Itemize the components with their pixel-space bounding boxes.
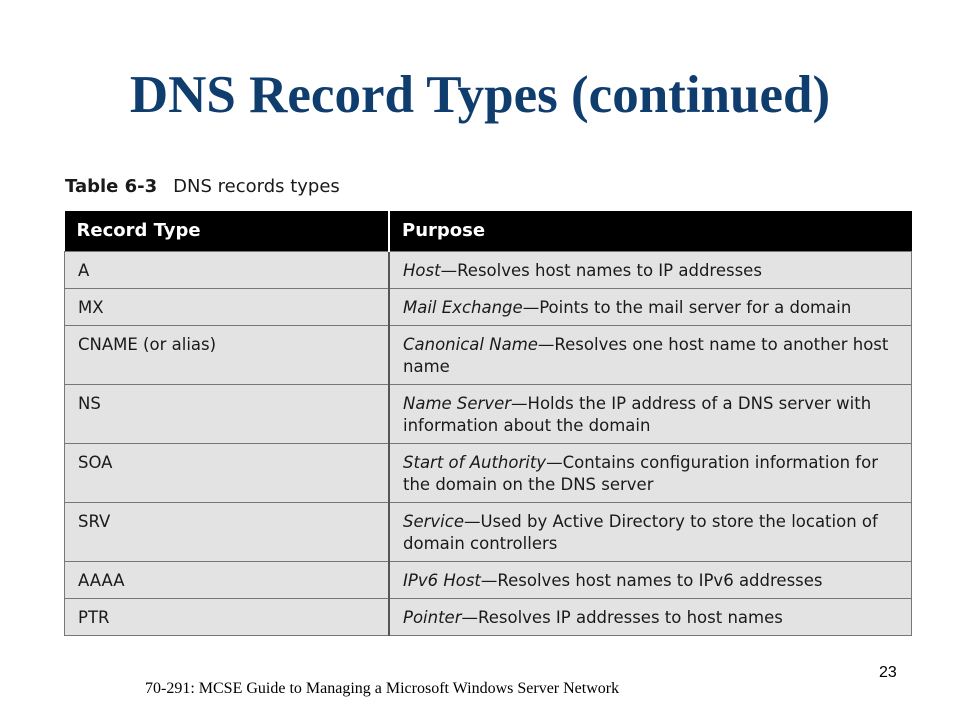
purpose-description: Used by Active Directory to store the location of domain controllers xyxy=(403,511,878,553)
purpose-cell xyxy=(389,598,912,635)
record-type-cell: NS xyxy=(65,384,390,443)
purpose-cell xyxy=(389,561,912,598)
record-type-cell: SOA xyxy=(65,443,390,502)
record-type-cell: CNAME (or alias) xyxy=(65,325,390,384)
purpose-cell xyxy=(389,288,912,325)
purpose-term: Name Server xyxy=(403,393,512,413)
record-type-cell: SRV xyxy=(65,502,390,561)
purpose-term: Mail Exchange xyxy=(403,297,523,317)
header-purpose: Purpose xyxy=(389,211,912,251)
purpose-cell xyxy=(389,443,912,502)
table-row xyxy=(65,443,912,502)
table-caption-number: Table 6-3 xyxy=(65,176,158,197)
purpose-description: Points to the mail server for a domain xyxy=(539,297,852,317)
table-row xyxy=(65,502,912,561)
purpose-description: Resolves host names to IPv6 addresses xyxy=(497,570,823,590)
purpose-term: Canonical Name xyxy=(403,334,538,354)
purpose-description: Resolves one host name to another host name xyxy=(403,334,889,376)
table-row xyxy=(65,251,912,288)
purpose-description: Resolves IP addresses to host names xyxy=(478,607,783,627)
record-type-cell: A xyxy=(65,251,390,288)
slide-title: DNS Record Types (continued) xyxy=(129,66,831,124)
record-type-cell: AAAA xyxy=(65,561,390,598)
purpose-separator: — xyxy=(463,511,481,531)
table-row xyxy=(65,561,912,598)
purpose-term: IPv6 Host xyxy=(403,570,481,590)
purpose-separator: — xyxy=(537,334,555,354)
record-type-cell: PTR xyxy=(65,598,390,635)
purpose-term: Host xyxy=(403,260,441,280)
page-number: 23 xyxy=(879,664,897,681)
purpose-description: Holds the IP address of a DNS server with information about the domain xyxy=(403,393,872,435)
table-row xyxy=(65,598,912,635)
purpose-separator: — xyxy=(511,393,528,413)
dns-record-table xyxy=(64,211,912,636)
table-header-row xyxy=(65,211,912,251)
purpose-term: Pointer xyxy=(403,607,462,627)
slide-footer: 70-291: MCSE Guide to Managing a Microsoft Windows Server Network xyxy=(145,680,620,697)
table-row xyxy=(65,325,912,384)
table-caption-text: DNS records types xyxy=(173,176,340,197)
purpose-cell xyxy=(389,251,912,288)
purpose-separator: — xyxy=(546,452,563,472)
purpose-separator: — xyxy=(480,570,498,590)
record-type-cell: MX xyxy=(65,288,390,325)
table-row xyxy=(65,288,912,325)
purpose-term: Start of Authority xyxy=(403,452,547,472)
purpose-cell xyxy=(389,325,912,384)
purpose-cell xyxy=(389,384,912,443)
table-row xyxy=(65,384,912,443)
purpose-separator: — xyxy=(461,607,478,627)
table-caption xyxy=(65,176,340,197)
purpose-description: Resolves host names to IP addresses xyxy=(457,260,762,280)
purpose-description: Contains configuration information for the domain on the DNS server xyxy=(403,452,878,494)
purpose-separator: — xyxy=(440,260,458,280)
purpose-term: Service xyxy=(403,511,464,531)
purpose-separator: — xyxy=(522,297,540,317)
purpose-cell xyxy=(389,502,912,561)
header-record-type: Record Type xyxy=(65,211,390,251)
